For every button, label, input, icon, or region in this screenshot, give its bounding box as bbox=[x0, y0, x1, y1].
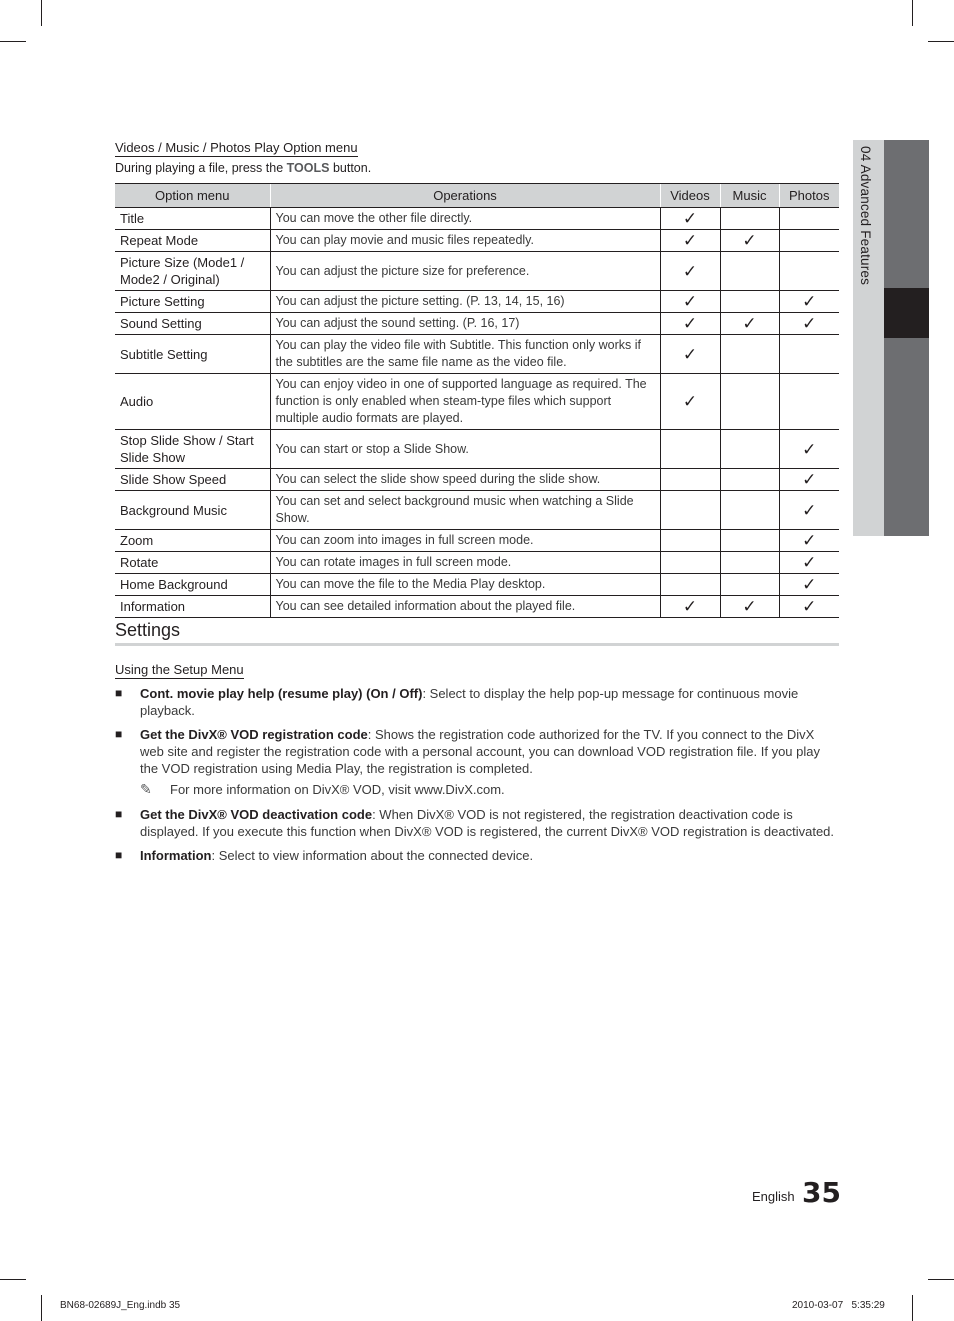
photos-check-cell: ✓ bbox=[779, 530, 839, 552]
music-check-cell bbox=[720, 208, 779, 230]
option-menu-table bbox=[115, 183, 839, 618]
option-cell: Information bbox=[115, 596, 270, 618]
table-row bbox=[115, 313, 839, 335]
photos-check-cell bbox=[779, 374, 839, 430]
col-header-operations: Operations bbox=[270, 184, 660, 208]
pencil-note-icon: ✎ bbox=[140, 781, 152, 797]
videos-check-cell bbox=[660, 574, 720, 596]
print-footer-date: 2010-03-07 5:35:29 bbox=[792, 1300, 885, 1311]
option-cell: Zoom bbox=[115, 530, 270, 552]
side-tab-block bbox=[884, 140, 929, 288]
photos-check-cell: ✓ bbox=[779, 291, 839, 313]
videos-check-cell: ✓ bbox=[660, 313, 720, 335]
settings-subtitle: Using the Setup Menu bbox=[115, 662, 244, 677]
crop-mark bbox=[928, 1279, 954, 1280]
bullet-square-icon: ■ bbox=[115, 848, 123, 862]
table-row bbox=[115, 491, 839, 530]
side-tab-block bbox=[884, 338, 929, 536]
menu-section-note: During playing a file, press the TOOLS button. bbox=[115, 161, 372, 175]
crop-mark bbox=[0, 41, 26, 42]
option-cell: Picture Size (Mode1 / Mode2 / Original) bbox=[115, 252, 270, 291]
table-row bbox=[115, 469, 839, 491]
videos-check-cell: ✓ bbox=[660, 596, 720, 618]
note-text: For more information on DivX® VOD, visit www.DivX.com. bbox=[170, 782, 505, 797]
videos-check-cell: ✓ bbox=[660, 374, 720, 430]
photos-check-cell: ✓ bbox=[779, 574, 839, 596]
operation-cell: You can start or stop a Slide Show. bbox=[270, 430, 660, 469]
bullet-square-icon: ■ bbox=[115, 686, 123, 700]
menu-section-title: Videos / Music / Photos Play Option menu bbox=[115, 140, 358, 155]
music-check-cell bbox=[720, 552, 779, 574]
operation-cell: You can adjust the sound setting. (P. 16, 17) bbox=[270, 313, 660, 335]
music-check-cell bbox=[720, 491, 779, 530]
photos-check-cell: ✓ bbox=[779, 313, 839, 335]
operation-cell: You can select the slide show speed during the slide show. bbox=[270, 469, 660, 491]
list-item: ■ Get the DivX® VOD registration code: Shows the registration code authorized for the TV. If you connect to the DivX web site and register the registration code with a personal account, you can download VOD registration file. If you play the VOD registration using Media Play, the registration is completed. bbox=[115, 727, 820, 776]
crop-mark bbox=[912, 0, 913, 26]
page-language: English bbox=[752, 1189, 795, 1204]
videos-check-cell bbox=[660, 491, 720, 530]
option-cell: Title bbox=[115, 208, 270, 230]
videos-check-cell bbox=[660, 430, 720, 469]
photos-check-cell bbox=[779, 208, 839, 230]
music-check-cell: ✓ bbox=[720, 313, 779, 335]
videos-check-cell: ✓ bbox=[660, 208, 720, 230]
music-check-cell bbox=[720, 469, 779, 491]
tools-key: TOOLS bbox=[286, 161, 330, 175]
photos-check-cell: ✓ bbox=[779, 491, 839, 530]
crop-mark bbox=[928, 41, 954, 42]
list-item: ■ Get the DivX® VOD deactivation code: When DivX® VOD is not registered, the registration deactivation code is displayed. If you execute this function when DivX® VOD is registered, the current DivX® VOD registration is deactivated. bbox=[115, 807, 835, 839]
table-row bbox=[115, 291, 839, 313]
table-row bbox=[115, 596, 839, 618]
page-number: 35 bbox=[802, 1176, 841, 1209]
videos-check-cell: ✓ bbox=[660, 335, 720, 374]
table-row bbox=[115, 230, 839, 252]
list-item: ■ Cont. movie play help (resume play) (On / Off): Select to display the help pop-up message for continuous movie playback. bbox=[115, 686, 799, 718]
operation-cell: You can enjoy video in one of supported language as required. The function is only enabled when steam-type files which support multiple audio formats are played. bbox=[270, 374, 660, 430]
table-row bbox=[115, 530, 839, 552]
settings-heading: Settings bbox=[115, 620, 839, 646]
option-cell: Stop Slide Show / Start Slide Show bbox=[115, 430, 270, 469]
music-check-cell bbox=[720, 430, 779, 469]
music-check-cell bbox=[720, 374, 779, 430]
music-check-cell bbox=[720, 530, 779, 552]
col-header-photos: Photos bbox=[779, 184, 839, 208]
photos-check-cell: ✓ bbox=[779, 552, 839, 574]
table-row bbox=[115, 208, 839, 230]
table-row bbox=[115, 552, 839, 574]
bullet-square-icon: ■ bbox=[115, 727, 123, 741]
col-header-music: Music bbox=[720, 184, 779, 208]
option-cell: Audio bbox=[115, 374, 270, 430]
crop-mark bbox=[41, 1295, 42, 1321]
option-cell: Sound Setting bbox=[115, 313, 270, 335]
photos-check-cell: ✓ bbox=[779, 596, 839, 618]
col-header-videos: Videos bbox=[660, 184, 720, 208]
table-row bbox=[115, 252, 839, 291]
music-check-cell: ✓ bbox=[720, 230, 779, 252]
table-row bbox=[115, 574, 839, 596]
bullet-square-icon: ■ bbox=[115, 807, 123, 821]
music-check-cell: ✓ bbox=[720, 596, 779, 618]
side-tab-label: 04 Advanced Features bbox=[858, 146, 873, 286]
photos-check-cell: ✓ bbox=[779, 469, 839, 491]
side-tab-active-block bbox=[884, 288, 929, 338]
videos-check-cell bbox=[660, 469, 720, 491]
option-cell: Repeat Mode bbox=[115, 230, 270, 252]
photos-check-cell bbox=[779, 252, 839, 291]
operation-cell: You can zoom into images in full screen mode. bbox=[270, 530, 660, 552]
print-footer-file: BN68-02689J_Eng.indb 35 bbox=[60, 1300, 181, 1311]
operation-cell: You can move the other file directly. bbox=[270, 208, 660, 230]
operation-cell: You can play movie and music files repeatedly. bbox=[270, 230, 660, 252]
table-row bbox=[115, 430, 839, 469]
music-check-cell bbox=[720, 291, 779, 313]
photos-check-cell bbox=[779, 335, 839, 374]
option-cell: Picture Setting bbox=[115, 291, 270, 313]
table-row bbox=[115, 335, 839, 374]
operation-cell: You can move the file to the Media Play desktop. bbox=[270, 574, 660, 596]
crop-mark bbox=[41, 0, 42, 26]
videos-check-cell bbox=[660, 552, 720, 574]
videos-check-cell: ✓ bbox=[660, 291, 720, 313]
videos-check-cell: ✓ bbox=[660, 252, 720, 291]
col-header-option: Option menu bbox=[115, 184, 270, 208]
operation-cell: You can rotate images in full screen mode. bbox=[270, 552, 660, 574]
videos-check-cell bbox=[660, 530, 720, 552]
option-cell: Subtitle Setting bbox=[115, 335, 270, 374]
photos-check-cell: ✓ bbox=[779, 430, 839, 469]
table-row bbox=[115, 374, 839, 430]
music-check-cell bbox=[720, 574, 779, 596]
option-cell: Slide Show Speed bbox=[115, 469, 270, 491]
music-check-cell bbox=[720, 335, 779, 374]
option-cell: Home Background bbox=[115, 574, 270, 596]
music-check-cell bbox=[720, 252, 779, 291]
operation-cell: You can set and select background music when watching a Slide Show. bbox=[270, 491, 660, 530]
photos-check-cell bbox=[779, 230, 839, 252]
option-cell: Rotate bbox=[115, 552, 270, 574]
videos-check-cell: ✓ bbox=[660, 230, 720, 252]
operation-cell: You can see detailed information about the played file. bbox=[270, 596, 660, 618]
operation-cell: You can adjust the picture size for preference. bbox=[270, 252, 660, 291]
option-cell: Background Music bbox=[115, 491, 270, 530]
table-header-row bbox=[115, 184, 839, 208]
operation-cell: You can adjust the picture setting. (P. 13, 14, 15, 16) bbox=[270, 291, 660, 313]
crop-mark bbox=[0, 1279, 26, 1280]
list-item: ■ Information: Select to view information about the connected device. bbox=[115, 848, 534, 863]
crop-mark bbox=[912, 1295, 913, 1321]
operation-cell: You can play the video file with Subtitle. This function only works if the subtitles are the same file name as the video file. bbox=[270, 335, 660, 374]
